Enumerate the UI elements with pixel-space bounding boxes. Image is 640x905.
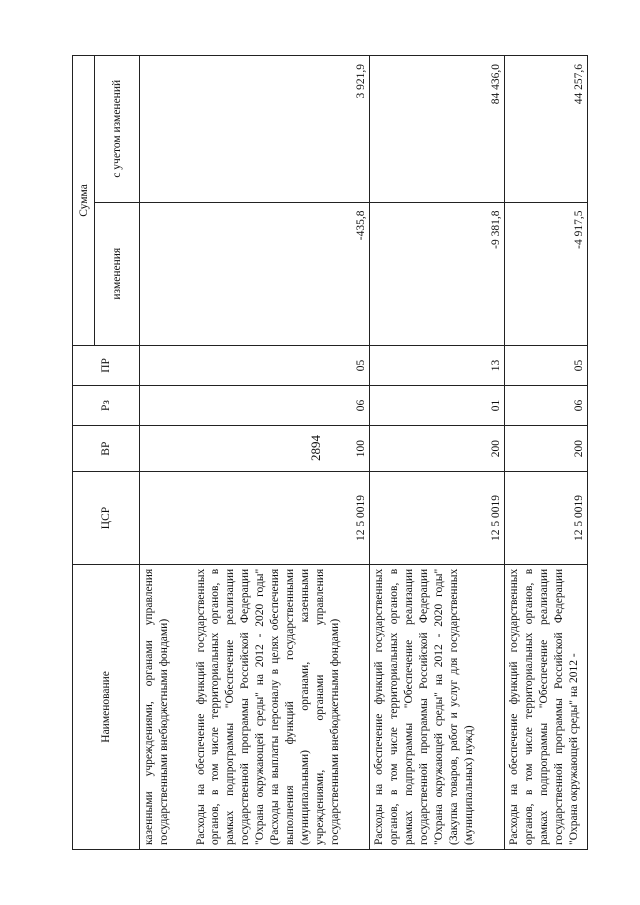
budget-table [72, 55, 588, 850]
table-row [370, 56, 505, 850]
row-change: -9 381,8 [370, 202, 505, 345]
row-pr: 05 [192, 345, 370, 385]
row-name: казенными учреждениями, органами управления государственными внебюджетными фондами) [140, 564, 192, 849]
row-total [140, 56, 192, 203]
row-csr: 12 5 0019 [370, 472, 505, 565]
header-pr: ПР [73, 345, 140, 385]
row-name: Расходы на обеспечение функций государственных органов, в том числе территориальных органов, в рамках подпрограммы "Обеспечение реализации государственной программы Российской Федерации "Охрана окружающей среды" на 2012 - 2020 годы" (Закупка товаров, работ и услуг для государственных (муниципальных) нужд) [370, 564, 505, 849]
page-number: 2894 [308, 435, 323, 461]
row-name: Расходы на обеспечение функций государственных органов, в том числе территориальных органов, в рамках подпрограммы "Обеспечение реализации государственной программы Российской Федерации "Охрана окружающей среды" на 2012 - [505, 564, 588, 849]
row-change: -435,8 [192, 202, 370, 345]
row-change [140, 202, 192, 345]
row-pr [140, 345, 192, 385]
header-name: Наименование [73, 564, 140, 849]
row-name: Расходы на обеспечение функций государственных органов, в том числе территориальных органов, в рамках подпрограммы "Обеспечение реализации государственной программы Российской Федерации "Охрана окружающей среды" на 2012 - 2020 годы" (Расходы на выплаты персоналу в целях обеспечения выполнения функций государственными (муниципальными) органами, казенными учреждениями, органами управления государственными внебюджетными фондами) [192, 564, 370, 849]
row-vr: 100 [192, 426, 370, 472]
row-vr: 200 [505, 426, 588, 472]
row-total: 44 257,6 [505, 56, 588, 203]
row-rz [140, 385, 192, 425]
row-pr: 05 [505, 345, 588, 385]
table-row [192, 56, 370, 850]
table-row [140, 56, 192, 850]
row-vr: 200 [370, 426, 505, 472]
row-change: -4 917,5 [505, 202, 588, 345]
rotated-table-region [72, 55, 587, 850]
header-csr: ЦСР [73, 472, 140, 565]
row-csr: 12 5 0019 [505, 472, 588, 565]
header-with-changes: с учетом изменений [95, 56, 140, 203]
row-rz: 01 [370, 385, 505, 425]
row-rz: 06 [192, 385, 370, 425]
header-sum: Сумма [73, 56, 95, 346]
table-row [505, 56, 588, 850]
header-vr: ВР [73, 426, 140, 472]
row-csr: 12 5 0019 [192, 472, 370, 565]
row-vr [140, 426, 192, 472]
row-total: 84 436,0 [370, 56, 505, 203]
row-csr [140, 472, 192, 565]
row-pr: 13 [370, 345, 505, 385]
header-changes: изменения [95, 202, 140, 345]
row-rz: 06 [505, 385, 588, 425]
header-rz: Рз [73, 385, 140, 425]
row-total: 3 921,9 [192, 56, 370, 203]
